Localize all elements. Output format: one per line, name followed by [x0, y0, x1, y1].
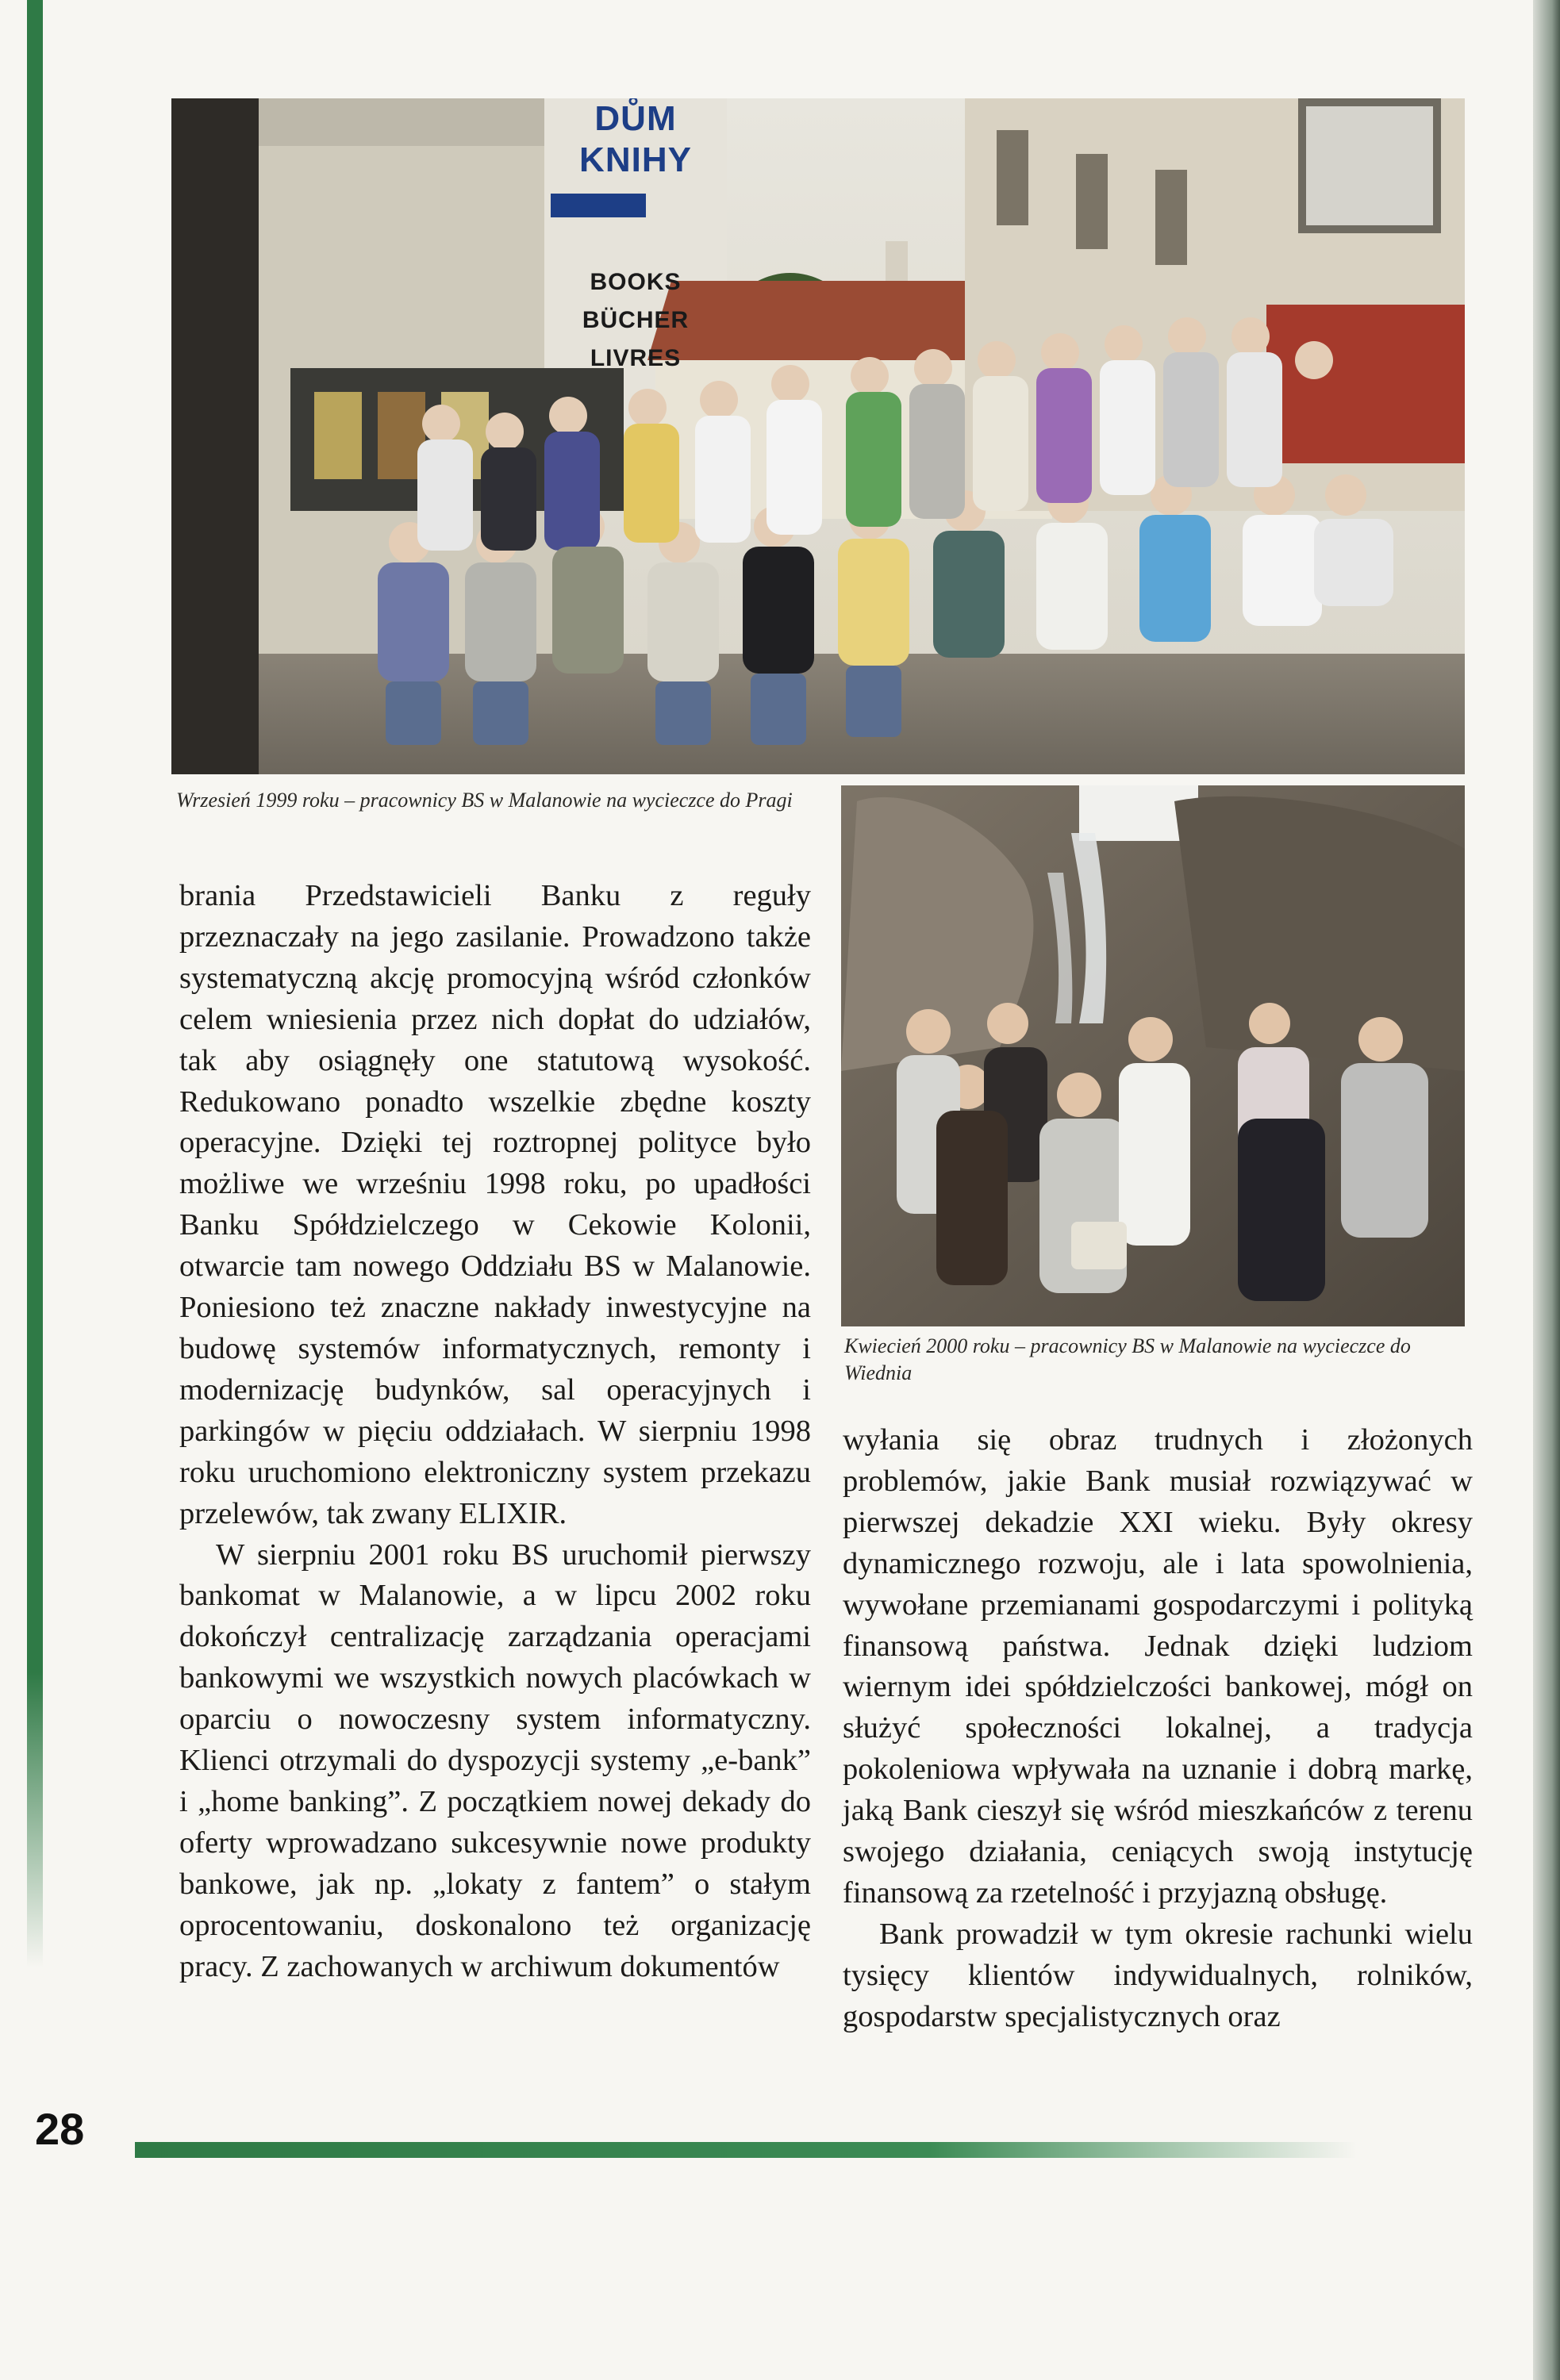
bookstore-sign-title	[544, 98, 727, 181]
prague-photo-illustration	[171, 98, 1465, 774]
sign-line-dum: DŮM	[594, 99, 677, 138]
photo-vienna-group	[841, 785, 1465, 1326]
paragraph-left-2: W sierpniu 2001 roku BS uruchomił pierwszy bankomat w Malanowie, a w lipcu 2002 roku dokończył centralizację zarządzania operacjami bankowymi we wszystkich nowych placówkach w oparciu o nowoczesny system informatyczny. Klienci otrzymali do dyspozycji systemy „e-bank” i „home banking”. Z początkiem nowej dekady do oferty wprowadzano sukcesywnie nowe produkty bankowe, jak np. „lokaty z fantem” o stałym oprocentowaniu, doskonalono też organizację pracy. Z zachowanych w archiwum dokumentów	[179, 1537, 811, 1983]
caption-prague: Wrzesień 1999 roku – pracownicy BS w Malanowie na wycieczce do Pragi	[176, 789, 793, 812]
vienna-photo-illustration	[841, 785, 1465, 1326]
page-number: 28	[35, 2104, 85, 2154]
bottom-green-rule	[135, 2142, 1357, 2158]
left-green-margin-bar	[27, 0, 43, 1967]
photo-prague-group	[171, 98, 1465, 774]
text-column-right	[843, 1420, 1473, 2038]
paragraph-left-1: brania Przedstawicieli Banku z reguły przeznaczały na jego zasilanie. Prowadzono także systematyczną akcję promocyjną wśród członków celem wniesienia przez nich dopłat do udziałów, tak aby osiągnęły one statutową wysokość. Redukowano ponadto wszelkie zbędne koszty operacyjne. Dzięki tej roztropnej polityce było możliwe we wrześniu 1998 roku, po upadłości Banku Spółdzielczego w Cekowie Kolonii, otwarcie tam nowego Oddziału BS w Malanowie. Poniesiono też znaczne nakłady inwestycyjne na budowę systemów informatycznych, remonty i modernizację budynków, sal operacyjnych i parkingów w pięciu oddziałach. W sierpniu 1998 roku uruchomiono elektroniczny system przekazu przelewów, tak zwany ELIXIR.	[179, 879, 811, 1530]
caption-vienna: Kwiecień 2000 roku – pracownicy BS w Malanowie na wycieczce do Wiednia	[844, 1334, 1411, 1384]
bookstore-sign-languages	[552, 263, 719, 378]
text-column-left	[179, 876, 811, 1987]
paragraph-right-2: Bank prowadził w tym okresie rachunki wielu tysięcy klientów indywidualnych, rolników, gospodarstw specjalistycznych oraz	[843, 1917, 1473, 2033]
sign-line-livres: LIVRES	[590, 345, 682, 371]
sign-line-books: BOOKS	[590, 269, 682, 295]
sign-line-bucher: BÜCHER	[582, 307, 690, 333]
sign-line-knihy: KNIHY	[579, 140, 692, 179]
page-spine-edge	[1533, 0, 1560, 2380]
paragraph-right-1: wyłania się obraz trudnych i złożonych problemów, jakie Bank musiał rozwiązywać w pierwszej dekadzie XXI wieku. Były okresy dynamicznego rozwoju, ale i lata spowolnienia, wywołane przemianami gospodarczymi i polityką finansową państwa. Jednak dzięki ludziom wiernym idei spółdzielczości bankowej, mógł on służyć społeczności lokalnej, a tradycja pokoleniowa wpływała na uznanie i dobrą markę, jaką Bank cieszył się wśród mieszkańców z terenu swojego działania, ceniących swoją instytucję finansową za rzetelność i przyjazną obsługę.	[843, 1423, 1473, 1910]
